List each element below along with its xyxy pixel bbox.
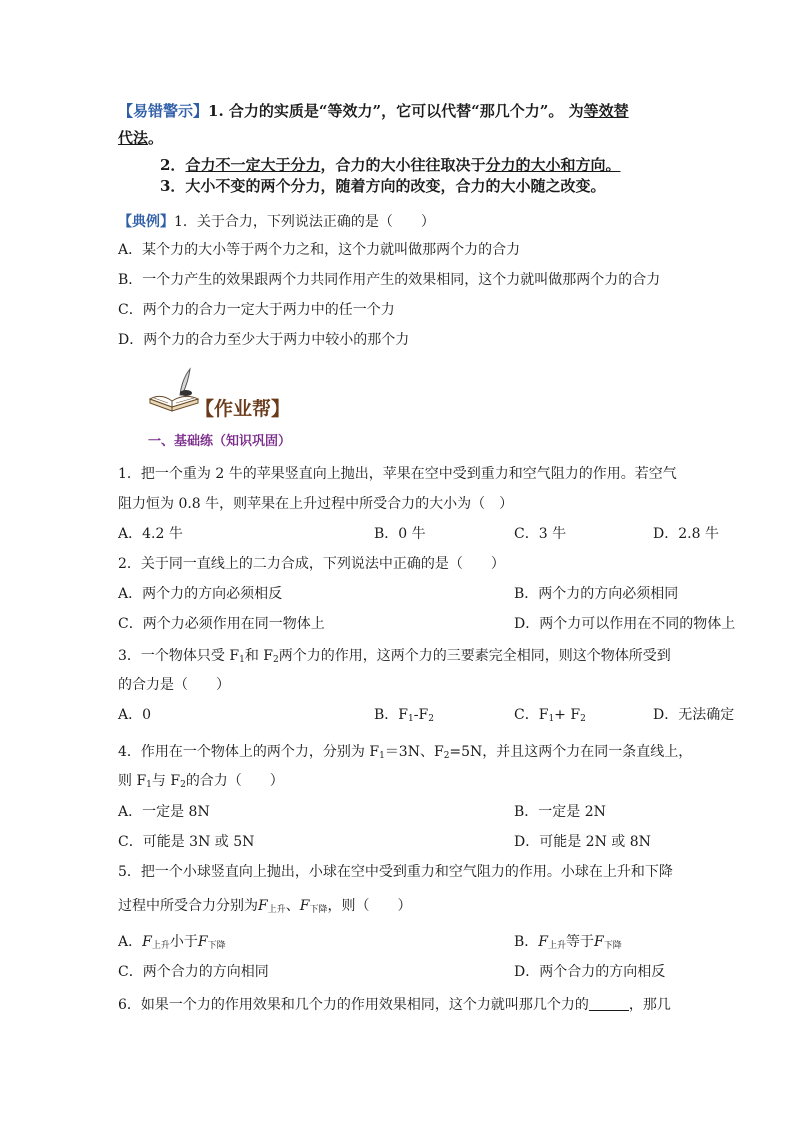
q3-line-2: 的合力是（ ） bbox=[118, 677, 230, 693]
q1-options: A．4.2 牛 B．0 牛 C．3 牛 D．2.8 牛 bbox=[118, 526, 719, 542]
warning-line-3: 3．大小不变的两个分力，随着方向的改变，合力的大小随之改变。 bbox=[160, 177, 606, 195]
warning-tag: 【易错警示】 bbox=[118, 102, 209, 120]
warning-line-2: 2．合力不一定大于分力，合力的大小往往取决于分力的大小和方向。 bbox=[160, 156, 621, 174]
warning-line-1: 【易错警示】1. 合力的实质是“等效力”，它可以代替“那几个力”。 为等效替 bbox=[118, 102, 629, 120]
q2-options-cd: C．两个力必须作用在同一物体上 D．两个力可以作用在不同的物体上 bbox=[118, 616, 736, 632]
example-question: 【典例】1．关于合力，下列说法正确的是（ ） bbox=[118, 214, 435, 230]
q5-options-cd: C．两个合力的方向相同 D．两个合力的方向相反 bbox=[118, 964, 666, 980]
q2-stem: 2．关于同一直线上的二力合成，下列说法中正确的是（ ） bbox=[118, 556, 505, 572]
q4-options-cd: C．可能是 3N 或 5N D．可能是 2N 或 8N bbox=[118, 834, 651, 850]
section-basic: 一、基础练（知识巩固） bbox=[148, 434, 292, 449]
example-option-b: B．一个力产生的效果跟两个力共同作用产生的效果相同，这个力就叫做那两个力的合力 bbox=[118, 272, 661, 288]
example-option-d: D．两个力的合力至少大于两力中较小的那个力 bbox=[118, 332, 410, 348]
example-tag: 【典例】 bbox=[118, 214, 174, 230]
q3-line-1: 3．一个物体只受 $F_1$和 $F_2$两个力的作用，这两个力的三要素完全相同，则这个物体所受到 bbox=[118, 648, 671, 665]
q3-options: A．0 B．$F_1-F_2$ C．$F_1+ F_2$ D．无法确定 bbox=[118, 707, 735, 724]
homework-title: 【作业帮】 bbox=[195, 398, 291, 420]
example-option-a: A．某个力的大小等于两个力之和，这个力就叫做那两个力的合力 bbox=[118, 242, 521, 258]
q1-line-2: 阻力恒为 0.8 牛，则苹果在上升过程中所受合力的大小为（ ） bbox=[118, 496, 514, 512]
q4-line-2: 则 $F_1$与 $F_2$的合力（ ） bbox=[118, 773, 284, 790]
example-option-c: C．两个力的合力一定大于两力中的任一个力 bbox=[118, 302, 395, 318]
q2-options-ab: A．两个力的方向必须相反 B．两个力的方向必须相同 bbox=[118, 586, 679, 602]
q4-options-ab: A．一定是 8N B．一定是 2N bbox=[118, 804, 606, 820]
warning-line-1b: 代法。 bbox=[118, 129, 164, 147]
q5-options-ab: A．$F_{上升}$小于$F_{下降}$ B．$F_{上升}$等于$F_{下降}$ bbox=[118, 934, 622, 951]
q6-line-1: 6．如果一个力的作用效果和几个力的作用效果相同，这个力就叫那几个力的 ，那几 bbox=[118, 997, 671, 1013]
book-quill-icon bbox=[146, 365, 202, 415]
q5-line-1: 5．把一个小球竖直向上抛出，小球在空中受到重力和空气阻力的作用。小球在上升和下降 bbox=[118, 864, 673, 880]
q6-answer-blank[interactable] bbox=[589, 996, 629, 1011]
q1-line-1: 1．把一个重为 2 牛的苹果竖直向上抛出，苹果在空中受到重力和空气阻力的作用。若空气 bbox=[118, 466, 677, 482]
q5-line-2: 过程中所受合力分别为$F_{上升}$、$F_{下降}$，则（ ） bbox=[118, 898, 412, 915]
q4-line-1: 4．作用在一个物体上的两个力，分别为 $F_1=3N$、$F_2=5N$，并且这两个力在同一条直线上， bbox=[118, 744, 693, 761]
